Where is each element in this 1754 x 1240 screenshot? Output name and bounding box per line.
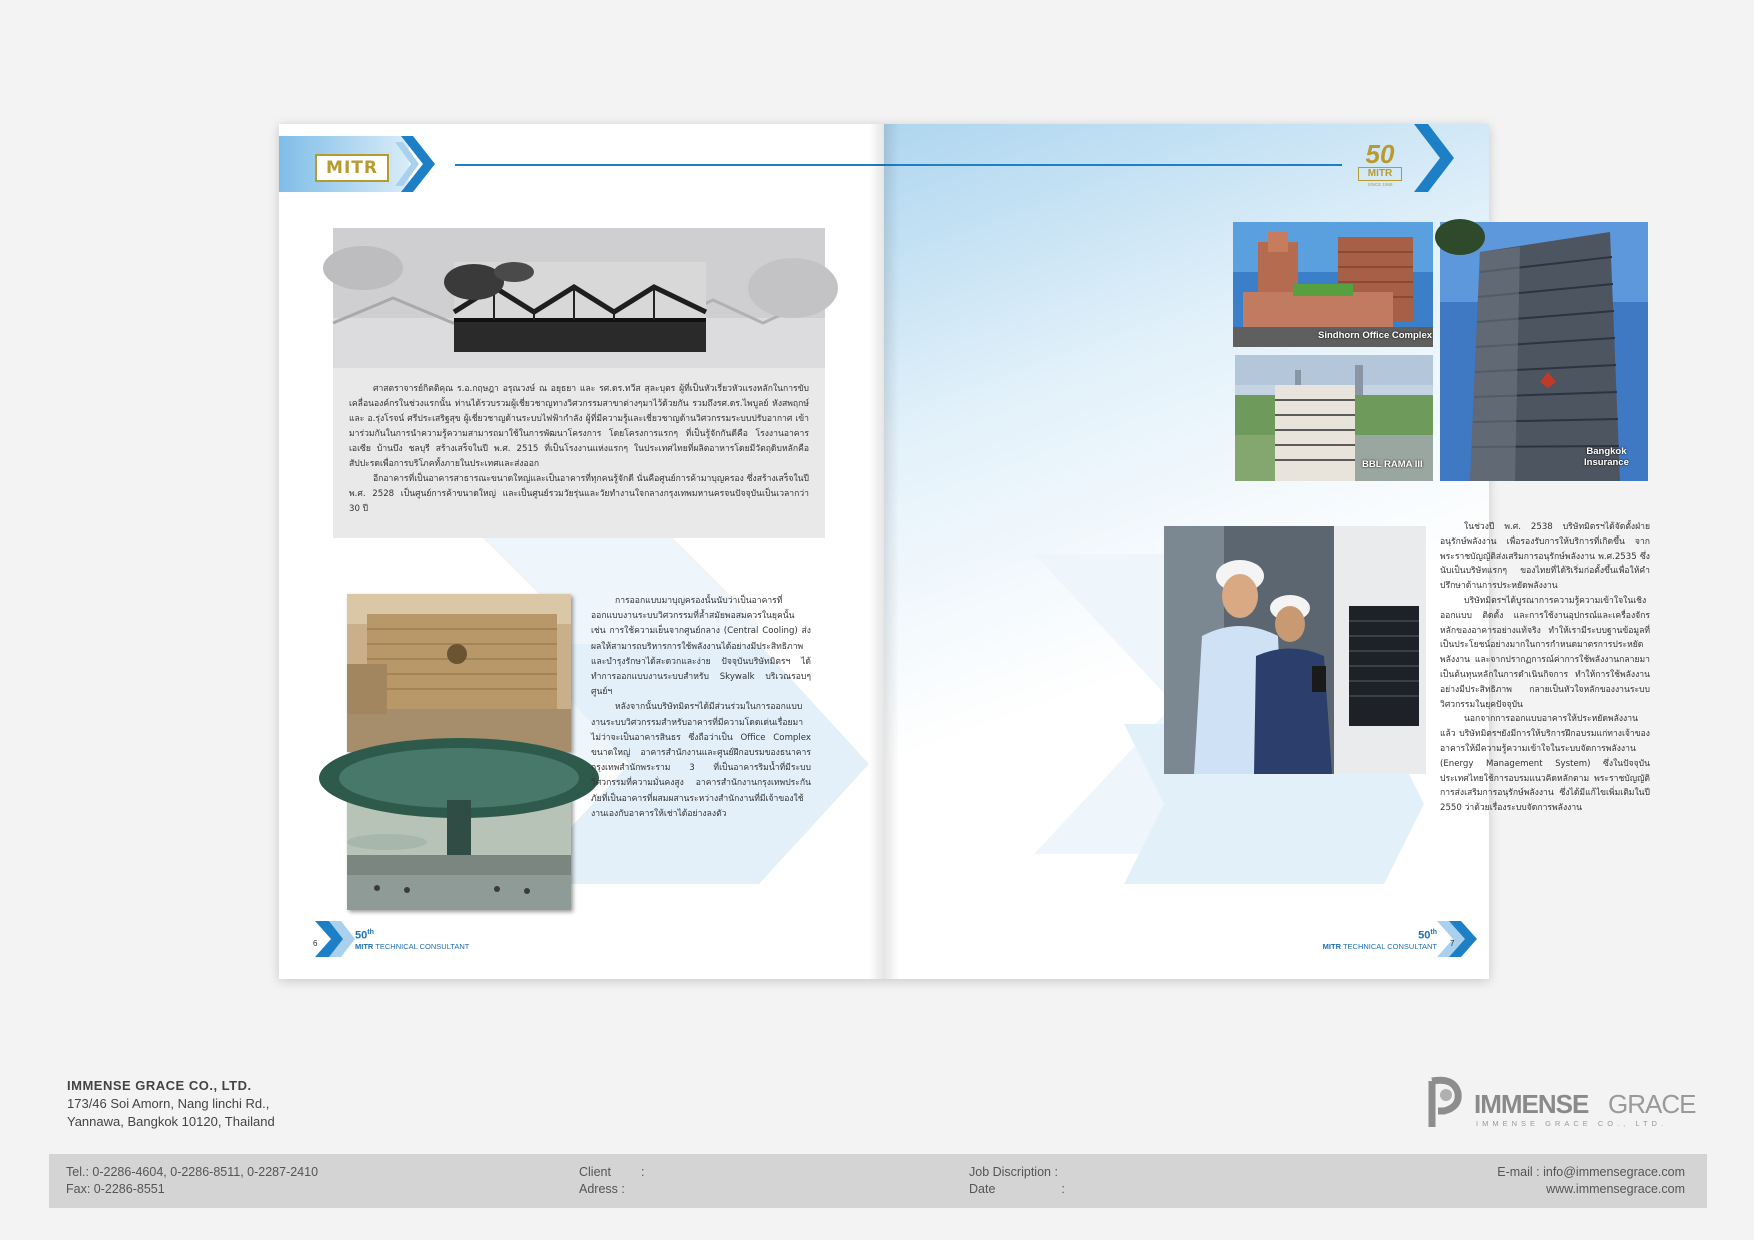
- ig-emblem-icon: [1424, 1073, 1468, 1133]
- page-number-right: 7: [1450, 939, 1455, 948]
- header-chevron-icon: [401, 136, 435, 192]
- caption-bangkok-insurance: Bangkok Insurance: [1584, 446, 1629, 468]
- contact-phones: [66, 1164, 318, 1198]
- ig-logo-word-2: GRACE: [1608, 1089, 1696, 1119]
- footer-brand-right: 50th MITR TECHNICAL CONSULTANT: [1322, 929, 1437, 951]
- footer-brand-left: 50th MITR TECHNICAL CONSULTANT: [355, 929, 470, 951]
- client-label: Client: [579, 1165, 611, 1179]
- page-number-left: 6: [313, 939, 318, 948]
- address-label: Adress :: [579, 1182, 625, 1196]
- bangkok-insurance-photo: [1440, 222, 1648, 481]
- caption-bbl: BBL RAMA III: [1362, 459, 1423, 470]
- mbk-building-photo: [347, 594, 571, 752]
- caption-sindhorn: Sindhorn Office Complex: [1318, 330, 1433, 341]
- sindhorn-photo: [1233, 222, 1433, 347]
- right-page: [884, 124, 1650, 979]
- tel-line: Tel.: 0-2286-4604, 0-2286-8511, 0-2287-2410: [66, 1165, 319, 1179]
- footer-chevron-right-icon: [1437, 921, 1477, 957]
- left-page: [279, 124, 884, 979]
- job-description-label: Job Discription :: [969, 1165, 1058, 1179]
- header-rule: [455, 164, 884, 166]
- 50-years-logo: 50 MITR SINCE 1968: [1354, 142, 1406, 198]
- right-body-text: ในช่วงปี พ.ศ. 2538 บริษัทมิตรฯได้จัดตั้งฝ่ายอนุรักษ์พลังงาน เพื่อรองรับการให้บริการที่เกิดขึ้น จากพระราชบัญญัติส่งเสริมการอนุรักษ์พลังงาน พ.ศ.2535 ซึ่งนับเป็นบริษัทแรกๆ ของไทยที่ได้ริเริ่มก่อตั้งขึ้นเพื่อให้คำปรึกษาด้านการประหยัดพลังงาน บริษัทมิตรฯได้บูรณาการความรู้ความเข้าใจในเชิงออกแบบ ติดตั้ง และการใช้งานอุปกรณ์และเครื่องจักรหลักของอาคารอย่างแท้จริง ทำให้เรามีระบบฐานข้อมูลที่เป็นประโยชน์อย่างมากในการกำหนดมาตรการประหยัดพลังงาน และจากปรากฏการณ์ค่าการใช้พลังงานกลายมาเป็นต้นทุนหลักในการดำเนินกิจการ ทำให้การใช้พลังงานอย่างมีประสิทธิภาพ กลายเป็นหัวใจหลักของงานระบบวิศวกรรมในยุคปัจจุบัน นอกจากการออกแบบอาคารให้ประหยัดพลังงานแล้ว บริษัทมิตรฯยังมีการให้บริการฝึกอบรมแก่ทางเจ้าของอาคารให้มีความรู้ความเข้าใจในระบบจัดการพลังงาน (Energy Management System) ซึ่งในปัจจุบันประเทศไทยใช้การอบรมแนวคิดหลักตาม พระราชบัญญัติการส่งเสริมการอนุรักษ์พลังงาน ซึ่งได้มีแก้ไขเพิ่มเติมในปี 2550 ว่าด้วยเรื่องระบบจัดการพลังงาน: [1440, 522, 1650, 814]
- immense-grace-logo: [1424, 1073, 1696, 1133]
- spine-shadow: [869, 124, 899, 979]
- engineers-photo: [1164, 526, 1426, 774]
- company-name: IMMENSE GRACE CO., LTD.: [67, 1078, 252, 1093]
- ig-logo-word-1: IMMENSE: [1474, 1089, 1589, 1119]
- ig-logo-sub: IMMENSE GRACE CO., LTD.: [1476, 1119, 1668, 1128]
- client-fields: Client : Adress :: [579, 1165, 645, 1196]
- email-line[interactable]: E-mail : info@immensegrace.com: [1497, 1165, 1685, 1179]
- brochure-spread: [279, 124, 1650, 979]
- skywalk-photo: [347, 760, 571, 910]
- company-address-1: 173/46 Soi Amorn, Nang linchi Rd.,: [67, 1096, 270, 1111]
- mitr-logo: MITR: [315, 154, 389, 182]
- job-fields: Job Discription : Date :: [969, 1165, 1065, 1196]
- left-bottom-body-text: การออกแบบมาบุญครองนั้นนับว่าเป็นอาคารที่ออกแบบงานระบบวิศวกรรมที่ล้ำสมัยพอสมควรในยุคนั้น เช่น การใช้ความเย็นจากศูนย์กลาง (Central Cooling) ส่งผลให้สามารถบริหารการใช้พลังงานได้อย่างมีประสิทธิภาพ และบำรุงรักษาได้สะดวกและง่าย ปัจจุบันบริษัทมิตรฯ ได้ทำการออกแบบงานระบบสำหรับ Skywalk บริเวณรอบๆ ศูนย์ฯ หลังจากนั้นบริษัทมิตรฯได้มีส่วนร่วมในการออกแบบงานระบบวิศวกรรมสำหรับอาคารที่มีความโดดเด่นเรื่อยมา ไม่ว่าจะเป็นอาคารสินธร ซึ่งถือว่าเป็น Office Complex ขนาดใหญ่ อาคารสำนักงานและศูนย์ฝึกอบรมของธนาคารกรุงเทพสำนักพระราม 3 ที่เป็นอาคารริมน้ำที่มีระบบวิศวกรรมที่ความมั่นคงสูง อาคารสำนักงานกรุงเทพประกันภัยที่เป็นอาคารที่ผสมผสานระหว่างสำนักงานที่มีเจ้าของใช้งานเองกับอาคารให้เช่าได้อย่างลงตัว: [591, 596, 811, 819]
- website-line[interactable]: www.immensegrace.com: [1546, 1182, 1685, 1196]
- left-top-body-text: ศาสตราจารย์กิตติคุณ ร.อ.กฤษฎา อรุณวงษ์ ณ อยุธยา และ รศ.ดร.ทวีส สุละบุตร ผู้ที่เป็นหัวเรี่ยวหัวแรงหลักในการขับเคลื่อนองค์กรในช่วงแรกนั้น ท่านได้รวบรวมผู้เชี่ยวชาญทางวิศวกรรมสาขาต่างๆมาไว้ด้วยกัน รวมถึงรศ.ดร.ไพบูลย์ หังสพฤกษ์ และ อ.รุ่งโรจน์ ศรีประเสริฐสุข ผู้เชี่ยวชาญด้านระบบไฟฟ้ากำลัง ผู้ที่มีความรู้และเชี่ยวชาญด้านวิศวกรรมระบบปรับอากาศ เข้ามาร่วมกันในการนำความรู้ความสามารถมาใช้ในการพัฒนาโครงการ โดยโครงการแรกๆ ที่เป็นรู้จักกันดีคือ โรงงานอาคารเอเซีย บ้านบึง ชลบุรี สร้างเสร็จในปี พ.ศ. 2515 ที่เป็นโรงงานแห่งแรกๆ ในประเทศไทยที่ผลิตอาหารโดยมีวัตถุดิบหลักคือ สัปปะรดเพื่อการบริโภคทั้งภายในประเทศและส่งออก อีกอาคารที่เป็นอาคารสาธารณะขนาดใหญ่และเป็นอาคารที่ทุกคนรู้จักดี นั่นคือศูนย์การค้ามาบุญครอง ซึ่งสร้างเสร็จในปี พ.ศ. 2528 เป็นศูนย์การค้าขนาดใหญ่ และเป็นศูนย์รวมวัยรุ่นและวัยทำงานใจกลางกรุงเทพมหานครจนปัจจุบันเป็นเวลากว่า 30 ปี: [349, 384, 809, 514]
- company-address-2: Yannawa, Bangkok 10120, Thailand: [67, 1114, 275, 1129]
- header-chevron-right-icon: [1414, 124, 1454, 192]
- contact-web: [1497, 1164, 1685, 1198]
- fax-line: Fax: 0-2286-8551: [66, 1182, 165, 1196]
- bridge-historic-photo: [454, 262, 706, 352]
- footer-chevron-icon: [315, 921, 355, 957]
- company-info: [67, 1077, 275, 1131]
- bottom-info-bar: [49, 1154, 1707, 1208]
- date-label: Date: [969, 1182, 996, 1196]
- header-rule-right: [884, 164, 1342, 166]
